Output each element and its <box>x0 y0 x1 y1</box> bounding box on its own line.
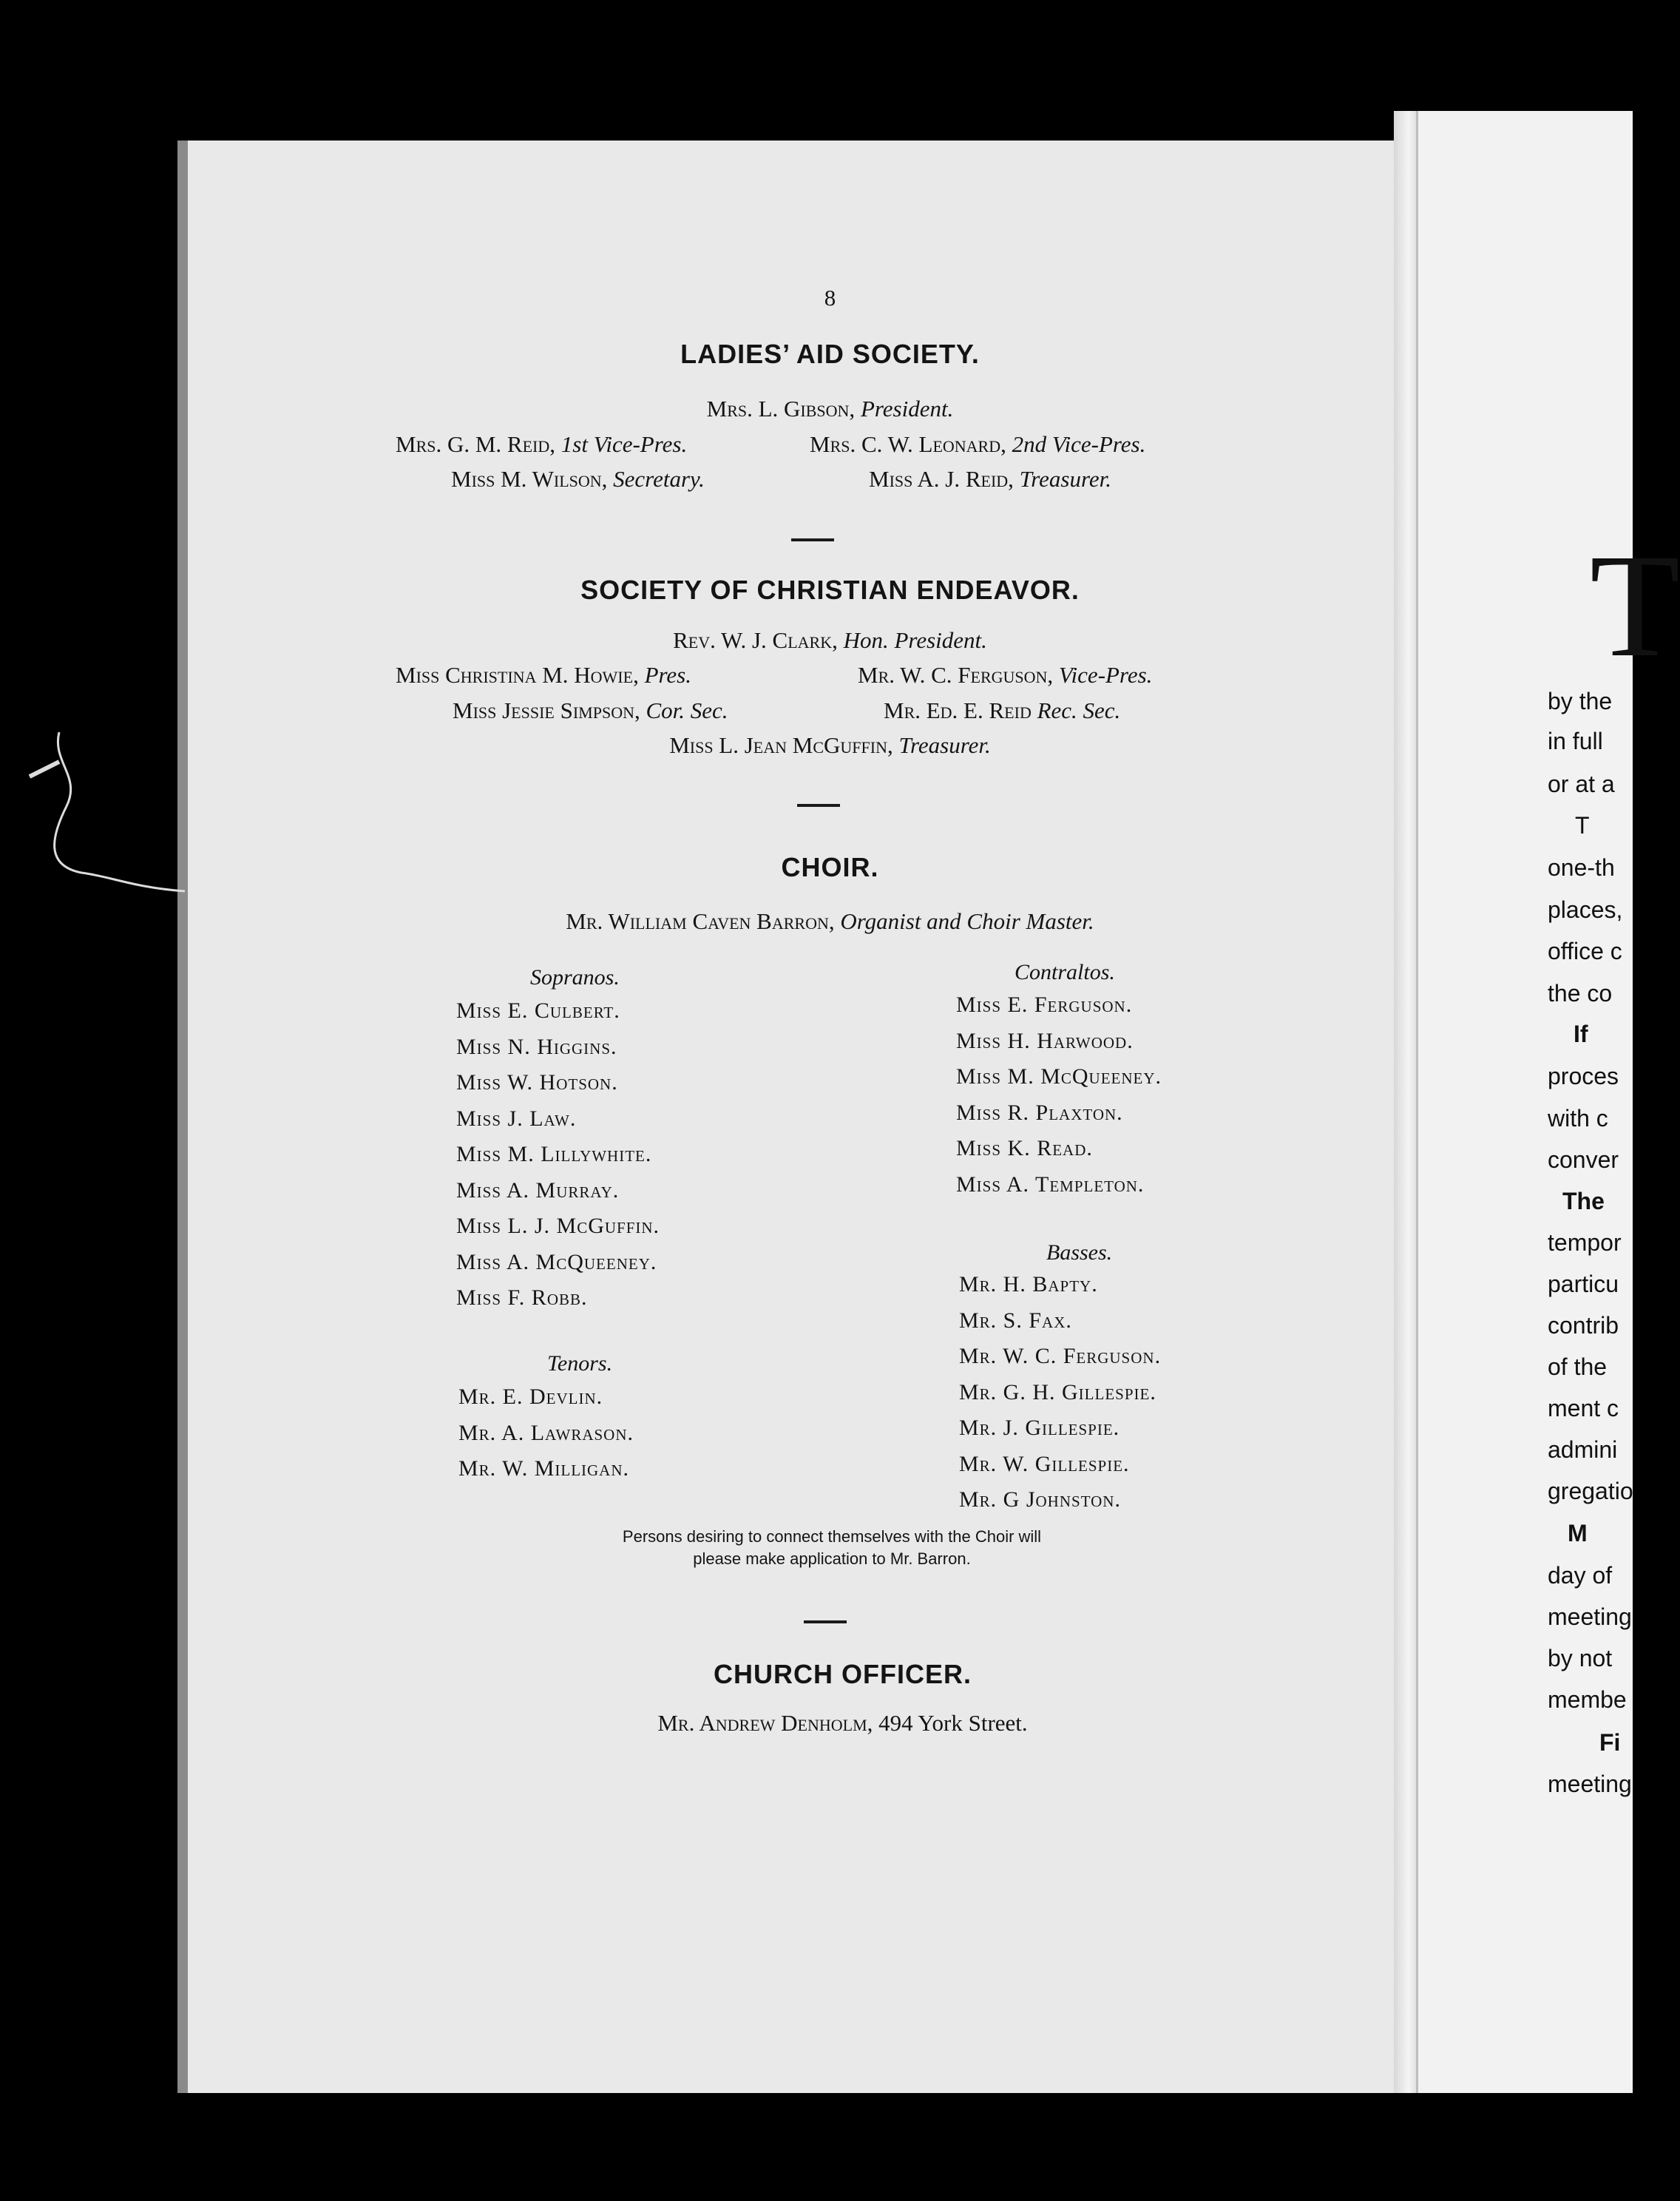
basses-list <box>959 1272 1161 1524</box>
list-item: Mr. A. Lawrason. <box>458 1420 634 1445</box>
right-page-fragment: conver <box>1548 1146 1619 1173</box>
ladies-aid-secretary <box>451 466 705 493</box>
officer-name: Miss M. Wilson, <box>451 466 608 492</box>
officer-name: Mr. Andrew Denholm, <box>657 1710 873 1736</box>
tenors-heading: Tenors. <box>547 1351 613 1376</box>
ladies-aid-treasurer <box>869 466 1111 493</box>
right-page-fragment: meeting <box>1548 1771 1632 1797</box>
officer-name: Rev. W. J. Clark, <box>673 627 838 653</box>
right-page-fragment: one-th <box>1548 854 1615 881</box>
officer-name: Miss Jessie Simpson, <box>453 697 640 723</box>
list-item: Mr. W. Gillespie. <box>959 1451 1130 1476</box>
list-item: Mr. G. H. Gillespie. <box>959 1379 1156 1404</box>
officer-name: Miss L. Jean McGuffin, <box>669 732 893 758</box>
right-page-fragment: proces <box>1548 1063 1619 1089</box>
officer-name: Miss Christina M. Howie, <box>396 662 639 688</box>
right-page-fragment: or at a <box>1548 771 1615 797</box>
endeavor-rec-sec <box>884 697 1120 724</box>
choir-title: CHOIR. <box>781 852 879 882</box>
right-page-fragment: contrib <box>1548 1312 1619 1339</box>
sopranos-list <box>456 998 660 1322</box>
right-page-fragment: meeting <box>1548 1603 1632 1630</box>
right-page-fragment: membe <box>1548 1686 1627 1713</box>
choir-note <box>521 1526 1142 1570</box>
list-item: Mr. G Johnston. <box>959 1487 1121 1512</box>
contraltos-heading: Contraltos. <box>1015 960 1115 984</box>
page-number: 8 <box>824 285 836 311</box>
list-item: Mr. W. C. Ferguson. <box>959 1344 1162 1368</box>
right-page-fragment: If <box>1574 1021 1588 1047</box>
endeavor-hon-president <box>299 627 1361 654</box>
drop-cap: T <box>1590 524 1680 688</box>
section-divider <box>797 804 840 807</box>
church-officer-title: CHURCH OFFICER. <box>714 1659 972 1689</box>
ladies-aid-president <box>299 396 1361 422</box>
officer-role: Vice-Pres. <box>1058 662 1153 688</box>
list-item: Mr. J. Gillespie. <box>959 1416 1120 1440</box>
officer-role: Cor. Sec. <box>646 697 728 723</box>
right-page-fragment: office c <box>1548 938 1622 964</box>
list-item: Mr. S. Fax. <box>959 1308 1072 1333</box>
right-page-fragment: day of <box>1548 1562 1613 1589</box>
right-page-fragment: by not <box>1548 1645 1613 1671</box>
officer-name: Mrs. C. W. Leonard, <box>810 431 1006 457</box>
choir-master <box>299 908 1361 935</box>
right-page-fragment: places, <box>1548 896 1623 923</box>
ladies-aid-title: LADIES’ AID SOCIETY. <box>680 339 980 369</box>
endeavor-vice-president <box>858 662 1152 689</box>
section-divider <box>804 1620 847 1623</box>
stray-thread <box>0 717 192 939</box>
officer-role: 1st Vice-Pres. <box>560 431 688 457</box>
list-item: Miss E. Culbert. <box>456 998 620 1023</box>
right-page-fragment: T <box>1575 812 1590 839</box>
right-page-fragment: with c <box>1548 1105 1608 1132</box>
note-line: please make application to Mr. Barron. <box>693 1549 971 1568</box>
left-page <box>177 141 1416 2093</box>
ladies-aid-first-vp <box>396 431 687 458</box>
right-page-fragment: ment c <box>1548 1395 1619 1421</box>
list-item: Miss A. Murray. <box>456 1177 620 1203</box>
officer-role: Treasurer. <box>898 732 991 758</box>
list-item: Miss M. Lillywhite. <box>456 1142 652 1166</box>
officer-name: Mr. Ed. E. Reid <box>884 697 1032 723</box>
endeavor-president <box>396 662 691 689</box>
right-page-fragment: the co <box>1548 980 1613 1007</box>
right-page-fragment: admini <box>1548 1436 1618 1463</box>
officer-name: Mr. William Caven Barron, <box>566 908 835 934</box>
officer-role: Secretary. <box>613 466 705 492</box>
right-page-fragment: tempor <box>1548 1229 1622 1256</box>
sopranos-heading: Sopranos. <box>530 965 620 990</box>
list-item: Mr. H. Bapty. <box>959 1272 1098 1296</box>
right-page-fragment: gregatio <box>1548 1478 1633 1504</box>
church-officer <box>312 1710 1373 1737</box>
list-item: Miss L. J. McGuffin. <box>456 1214 660 1238</box>
officer-address: 494 York Street. <box>878 1710 1028 1736</box>
officer-role: Organist and Choir Master. <box>840 908 1094 934</box>
officer-role: President. <box>860 396 954 422</box>
section-divider <box>791 538 834 541</box>
right-page-fragment: particu <box>1548 1271 1619 1297</box>
right-page-fragment: in full <box>1548 728 1603 754</box>
list-item: Miss J. Law. <box>456 1106 577 1131</box>
note-line: Persons desiring to connect themselves with the Choir will <box>622 1527 1042 1546</box>
right-page-fragment: The <box>1562 1188 1605 1214</box>
list-item: Miss A. McQueeney. <box>456 1249 657 1274</box>
list-item: Miss N. Higgins. <box>456 1034 617 1059</box>
list-item: Mr. E. Devlin. <box>458 1384 603 1409</box>
officer-name: Mrs. L. Gibson, <box>706 396 856 422</box>
list-item: Miss R. Plaxton. <box>956 1100 1123 1125</box>
right-page-fragment: Fi <box>1599 1729 1621 1756</box>
officer-name: Mrs. G. M. Reid, <box>396 431 556 457</box>
list-item: Miss H. Harwood. <box>956 1028 1134 1053</box>
list-item: Mr. W. Milligan. <box>458 1456 630 1481</box>
tenors-list <box>458 1384 634 1492</box>
contraltos-list <box>956 993 1162 1208</box>
officer-role: Hon. President. <box>843 627 987 653</box>
list-item: Miss E. Ferguson. <box>956 993 1133 1017</box>
right-page-fragment: of the <box>1548 1353 1608 1380</box>
endeavor-title: SOCIETY OF CHRISTIAN ENDEAVOR. <box>580 575 1080 605</box>
list-item: Miss A. Templeton. <box>956 1172 1145 1197</box>
list-item: Miss K. Read. <box>956 1136 1093 1160</box>
ladies-aid-second-vp <box>810 431 1145 458</box>
endeavor-treasurer <box>299 732 1361 759</box>
officer-role: Pres. <box>644 662 692 688</box>
officer-role: Treasurer. <box>1019 466 1112 492</box>
endeavor-cor-sec <box>453 697 728 724</box>
officer-role: 2nd Vice-Pres. <box>1012 431 1146 457</box>
right-page-fragment: by the <box>1548 688 1613 714</box>
basses-heading: Basses. <box>1046 1240 1113 1265</box>
right-page-fragment: M <box>1568 1520 1588 1546</box>
officer-name: Mr. W. C. Ferguson, <box>858 662 1054 688</box>
officer-role: Rec. Sec. <box>1037 697 1121 723</box>
list-item: Miss M. McQueeney. <box>956 1064 1162 1089</box>
officer-name: Miss A. J. Reid, <box>869 466 1014 492</box>
list-item: Miss F. Robb. <box>456 1285 588 1310</box>
list-item: Miss W. Hotson. <box>456 1070 618 1095</box>
